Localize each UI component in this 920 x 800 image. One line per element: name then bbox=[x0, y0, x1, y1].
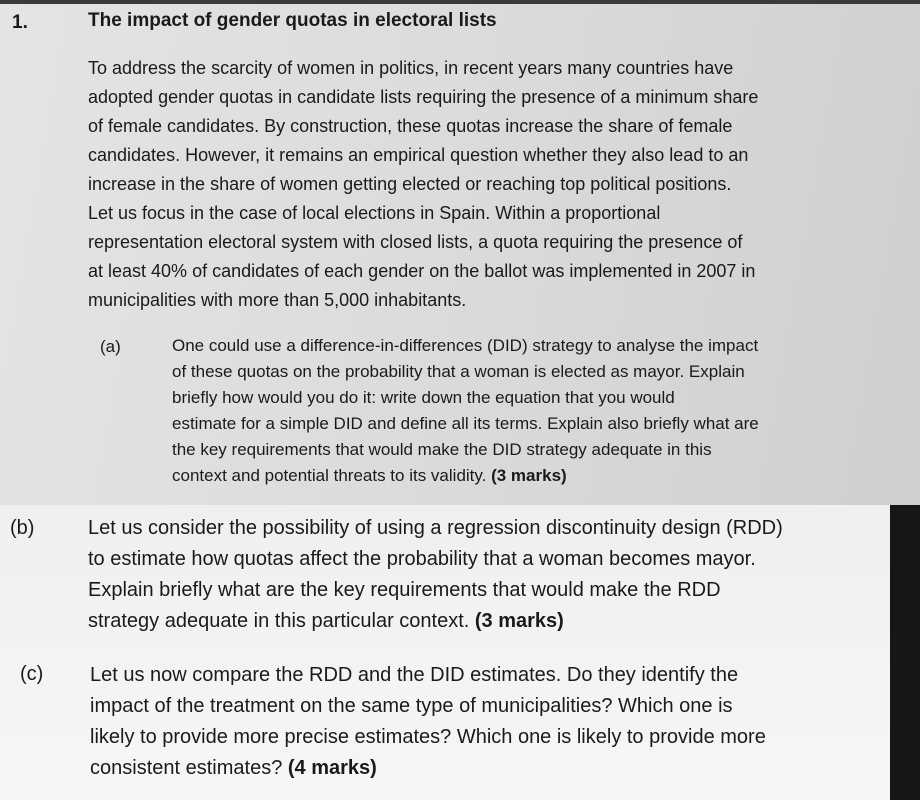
part-b-last-line bbox=[88, 606, 888, 637]
part-a-last-line bbox=[172, 463, 902, 489]
part-c-line: consistent estimates? bbox=[90, 757, 283, 779]
top-edge-shadow bbox=[0, 0, 920, 4]
intro-line: municipalities with more than 5,000 inhabitants. bbox=[88, 290, 467, 310]
part-a-line: of these quotas on the probability that a woman is elected as mayor. Explain bbox=[172, 362, 745, 381]
intro-line: candidates. However, it remains an empirical question whether they also lead to an bbox=[88, 145, 749, 165]
part-c-text bbox=[90, 660, 885, 784]
part-c-line: impact of the treatment on the same type of municipalities? Which one is bbox=[90, 695, 733, 717]
part-b-marks: (3 marks) bbox=[474, 610, 564, 632]
part-c-marks: (4 marks) bbox=[287, 757, 377, 779]
intro-line: adopted gender quotas in candidate lists requiring the presence of a minimum share bbox=[88, 87, 759, 107]
dark-edge-shadow bbox=[890, 505, 920, 800]
part-a-line: briefly how would you do it: write down the equation that you would bbox=[172, 388, 675, 407]
intro-line: To address the scarcity of women in politics, in recent years many countries have bbox=[88, 58, 734, 78]
intro-line: at least 40% of candidates of each gender on the ballot was implemented in 2007 in bbox=[88, 261, 756, 281]
part-c-line: likely to provide more precise estimates? Which one is likely to provide more bbox=[90, 726, 766, 748]
part-a-line: estimate for a simple DID and define all its terms. Explain also briefly what are bbox=[172, 414, 759, 433]
part-b-line: Explain briefly what are the key requirements that would make the RDD bbox=[88, 579, 721, 601]
part-b-line: to estimate how quotas affect the probability that a woman becomes mayor. bbox=[88, 548, 756, 570]
part-b-label: (b) bbox=[10, 517, 35, 539]
part-b-text bbox=[88, 513, 888, 637]
part-a-line: One could use a difference-in-differences (DID) strategy to analyse the impact bbox=[172, 336, 759, 355]
intro-line: representation electoral system with closed lists, a quota requiring the presence of bbox=[88, 232, 743, 252]
part-a-label: (a) bbox=[100, 337, 121, 356]
part-a-line: the key requirements that would make the DID strategy adequate in this bbox=[172, 440, 712, 459]
part-a-text bbox=[172, 333, 902, 489]
question-number: 1. bbox=[12, 12, 28, 33]
part-b-line: strategy adequate in this particular context. bbox=[88, 610, 470, 632]
intro-line: increase in the share of women getting elected or reaching top political positions. bbox=[88, 174, 732, 194]
part-c-label: (c) bbox=[20, 663, 44, 685]
part-a-line: context and potential threats to its validity. bbox=[172, 466, 487, 485]
part-c-line: Let us now compare the RDD and the DID estimates. Do they identify the bbox=[90, 664, 739, 686]
part-c-last-line bbox=[90, 753, 885, 784]
intro-paragraph bbox=[88, 54, 903, 315]
question-title: The impact of gender quotas in electoral lists bbox=[88, 10, 497, 31]
intro-line: Let us focus in the case of local elections in Spain. Within a proportional bbox=[88, 203, 661, 223]
part-b-line: Let us consider the possibility of using a regression discontinuity design (RDD) bbox=[88, 517, 783, 539]
part-a-marks: (3 marks) bbox=[491, 466, 567, 485]
intro-line: of female candidates. By construction, these quotas increase the share of female bbox=[88, 116, 733, 136]
